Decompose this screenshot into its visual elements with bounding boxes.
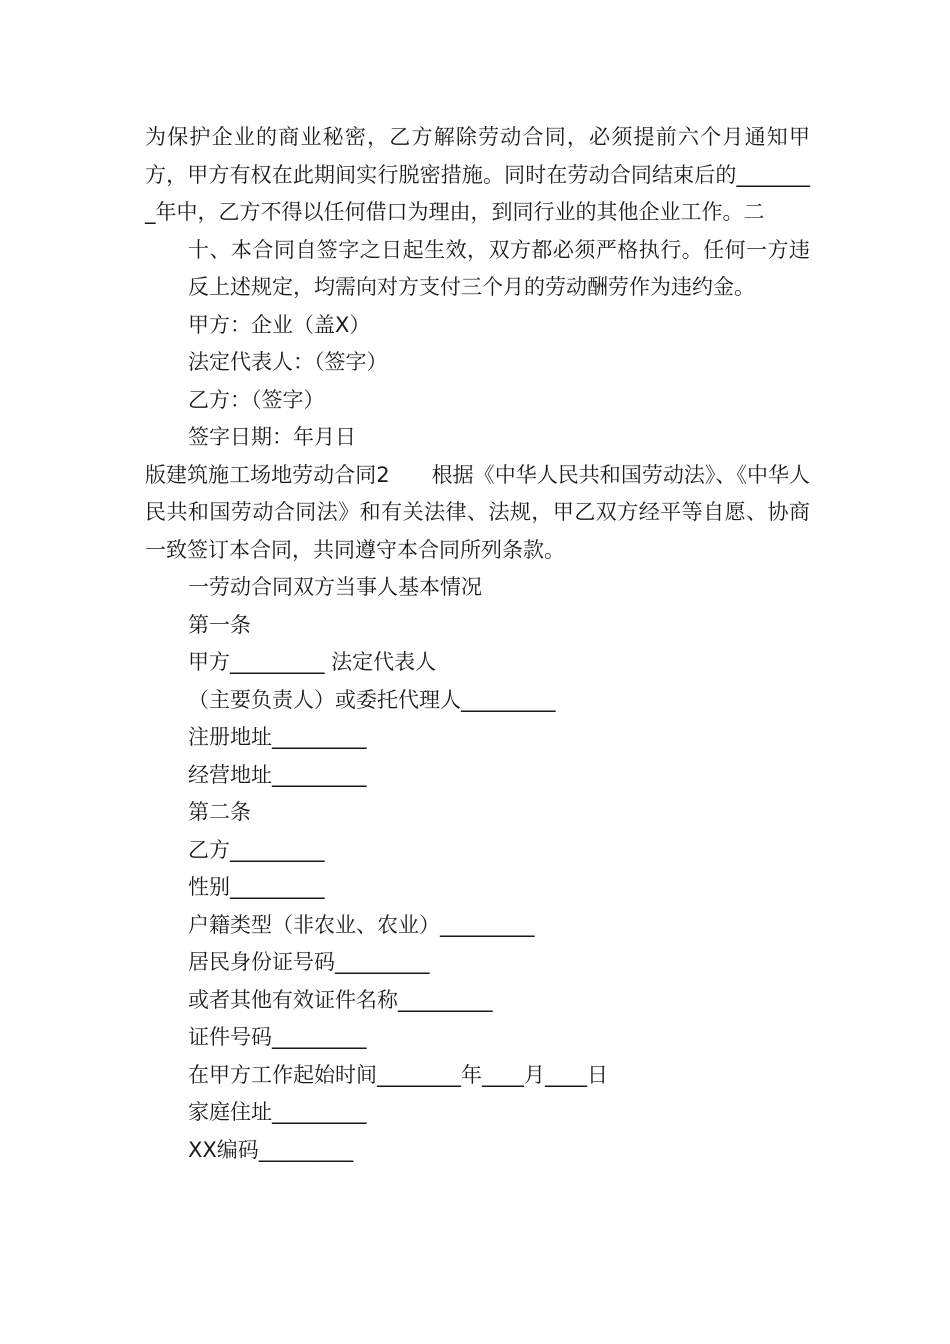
article-2-heading: 第二条 [188,800,251,824]
field-id-number: 居民身份证号码_________ [188,950,430,974]
field-agent: （主要负责人）或委托代理人_________ [188,687,556,712]
field-party-a: 甲方_________ 法定代表人 [188,650,437,674]
party-b-signature-line: 乙方：（签字） [188,387,325,412]
paragraph-effectiveness: 十、本合同自签字之日起生效，双方都必须严格执行。任何一方违反上述规定，均需向对方支付三个月的劳动酬劳作为违约金。 [188,237,810,299]
legal-representative-line: 法定代表人：（签字） [188,350,388,374]
signing-date-line: 签字日期：年月日 [188,425,356,449]
article-1-heading: 第一条 [188,612,251,637]
field-document-number: 证件号码_________ [188,1025,367,1049]
party-a-signature-line: 甲方：企业（盖X） [188,312,371,337]
field-other-document-name: 或者其他有效证件名称_________ [188,987,493,1012]
field-party-b: 乙方_________ [188,837,325,862]
field-gender: 性别_________ [188,875,325,899]
paragraph-confidentiality: 为保护企业的商业秘密，乙方解除劳动合同，必须提前六个月通知甲方，甲方有权在此期间实行脱密措施。同时在劳动合同结束后的________年中，乙方不得以任何借口为理由，到同行业的其他企业工作。二 [145,125,810,224]
paragraph-contract-2-intro: 版建筑施工场地劳动合同2 根据《中华人民共和国劳动法》、《中华人民共和国劳动合同法》和有关法律、法规，甲乙双方经平等自愿、协商一致签订本合同，共同遵守本合同所列条款。 [145,462,810,562]
section-heading-parties: 一劳动合同双方当事人基本情况 [188,575,482,599]
field-postal-code: XX编码_________ [188,1137,354,1162]
field-business-address: 经营地址_________ [188,762,367,787]
field-household-type: 户籍类型（非农业、农业）_________ [188,912,535,937]
field-home-address: 家庭住址_________ [188,1100,367,1124]
document-body [145,119,810,1169]
field-registered-address: 注册地址_________ [188,725,367,749]
field-start-date: 在甲方工作起始时间________年____月____日 [188,1062,608,1087]
